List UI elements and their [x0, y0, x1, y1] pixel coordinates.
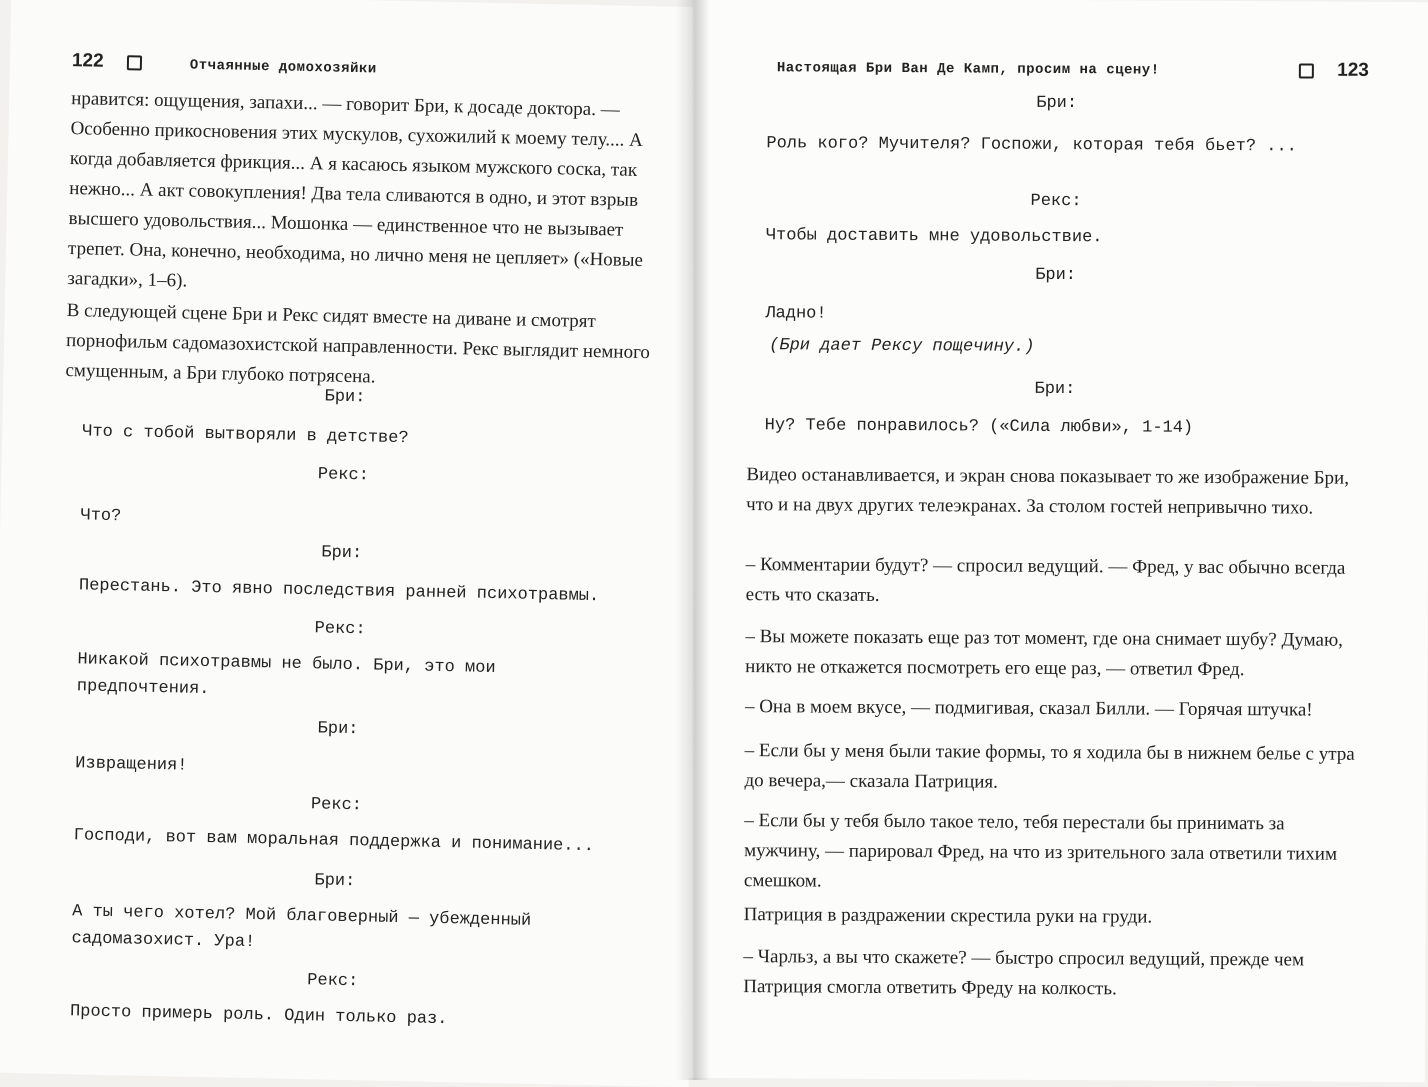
speaker-label: Бри: [321, 543, 363, 564]
stage-direction: (Бри дает Рексу пощечину.) [769, 336, 1035, 357]
speaker-label: Бри: [1034, 379, 1076, 400]
left-page-header [72, 50, 377, 78]
left-page [0, 0, 711, 1087]
dialogue-line: Что с тобой вытворяли в детстве? [82, 422, 409, 449]
speaker-label: Бри: [317, 719, 359, 740]
right-page [687, 0, 1428, 1082]
dialogue-line: Перестань. Это явно последствия ранней психотравмы. [78, 576, 600, 607]
speaker-label: Рекс: [317, 465, 370, 486]
dialogue-line: Ну? Тебе понравилось? («Сила любви», 1-14) [764, 416, 1194, 438]
right-page-header [777, 58, 1369, 80]
book-gutter-shadow [676, 0, 710, 1080]
speaker-label: Рекс: [314, 619, 366, 640]
dialogue-line: Чтобы доставить мне удовольствие. [765, 226, 1103, 248]
right-paragraph: – Комментарии будут? — спросил ведущий. — Фред, у вас обычно всегда есть что сказать. [745, 554, 1346, 606]
right-paragraph: – Она в моем вкусе, — подмигивая, сказал Билли. — Горячая штучка! [744, 696, 1313, 721]
left-paragraph-1: нравится: ощущения, запахи... — говорит Бри, к досаде доктора. — Особенно прикосновения этих мускулов, сухожилий к моему телу.... А когда добавляется фрикция... А я касаюсь языком мужского соска, так нежно... А акт совокупления! Два тела сливаются в одно, и этот взрыв высшего удовольствия... Мошонка — единственное что не вызывает трепет. Она, конечно, необходима, но лично меня не цепляет» («Новые загадки», 1–6). [67, 88, 644, 292]
dialogue-line: Просто примерь роль. Один только раз. [69, 1002, 448, 1030]
dialogue-line: А ты чего хотел? Мой благоверный — убежденный садомазохист. Ура! [71, 902, 532, 953]
speaker-label: Рекс: [307, 971, 359, 992]
speaker-label: Рекс: [310, 795, 363, 816]
right-paragraph: Патриция в раздражении скрестила руки на груди. [743, 904, 1153, 928]
speaker-label: Бри: [1035, 265, 1077, 286]
page-number-left: 122 [71, 50, 104, 72]
right-paragraph: – Если бы у тебя было такое тело, тебя перестали бы принимать за мужчину, — парировал Фред, на что из зрительного зала ответили тихим смешком. [743, 810, 1338, 892]
running-title-left: Отчаянные домохозяйки [189, 57, 377, 78]
dialogue-line: Что? [80, 506, 122, 527]
speaker-label: Бри: [314, 871, 356, 892]
right-paragraph: – Чарльз, а вы что скажете? — быстро спросил ведущий, прежде чем Патриция смогла ответить Фреду на колкость. [743, 946, 1305, 1000]
running-title-right: Настоящая Бри Ван Де Камп, просим на сцену! [776, 60, 1160, 79]
dialogue-line: Ладно! [765, 304, 827, 324]
square-bullet-icon [127, 55, 142, 70]
square-bullet-icon [1299, 64, 1314, 79]
dialogue-line: Роль кого? Мучителя? Госпожи, которая тебя бьет? ... [766, 134, 1297, 157]
page-number-right: 123 [1337, 59, 1369, 81]
speaker-label: Бри: [1036, 93, 1078, 114]
dialogue-line: Извращения! [75, 754, 188, 776]
speaker-label: Рекс: [1030, 191, 1082, 212]
right-paragraph: – Вы можете показать еще раз тот момент, где она снимает шубу? Думаю, никто не откажется посмотреть его еще раз, — ответил Фред. [745, 626, 1344, 681]
right-paragraph: Видео останавливается, и экран снова показывает то же изображение Бри, что и на двух других телеэкранах. За столом гостей непривычно тихо. [746, 464, 1350, 519]
right-paragraph: – Если бы у меня были такие формы, то я ходила бы в нижнем белье с утра до вечера,— сказала Патриция. [744, 740, 1355, 793]
left-paragraph-2: В следующей сцене Бри и Рекс сидят вместе на диване и смотрят порнофильм садомазохистской направленности. Рекс выглядит немного смущенным, а Бри глубоко потрясена. [65, 300, 651, 388]
speaker-label: Бри: [324, 387, 366, 408]
dialogue-line: Никакой психотравмы не было. Бри, это мои предпочтения. [76, 650, 496, 700]
dialogue-line: Господи, вот вам моральная поддержка и понимание... [73, 826, 595, 857]
